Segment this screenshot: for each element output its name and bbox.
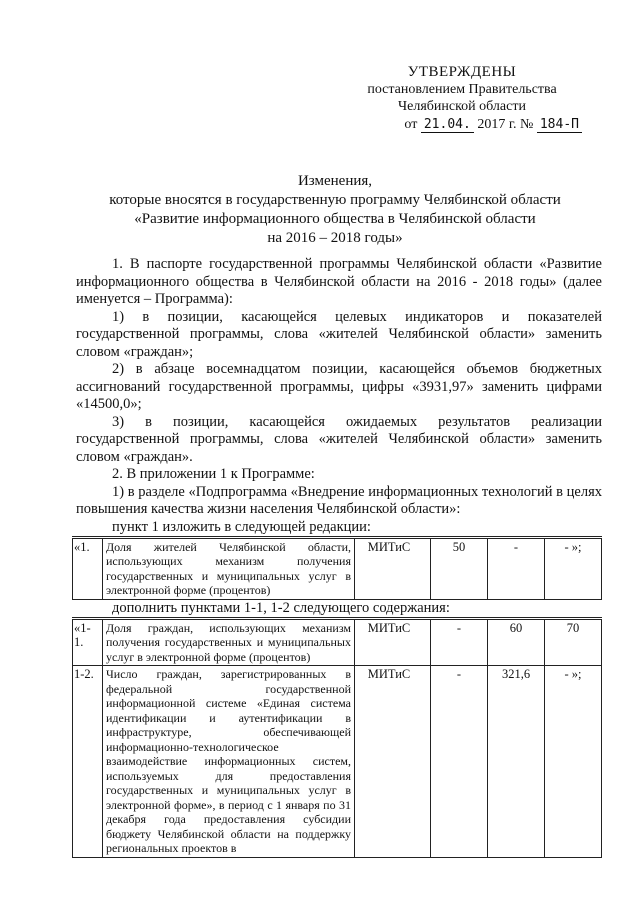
- row-value-1: -: [431, 618, 488, 666]
- document-body: [76, 256, 602, 858]
- approval-year: 2017 г. №: [477, 117, 534, 132]
- row-organization: МИТиС: [355, 618, 431, 666]
- row-value-2: -: [488, 537, 545, 599]
- approval-date-line: [342, 116, 582, 133]
- row-organization: МИТиС: [355, 666, 431, 858]
- row-value-1: 50: [431, 537, 488, 599]
- approval-line-1: постановлением Правительства: [367, 82, 557, 97]
- paragraph-1: 1. В паспорте государственной программы Челябинской области «Развитие информационного общества в Челябинской области на 2016 - 2018 годы» (далее именуется – Программа):: [76, 256, 602, 307]
- row-value-3: - »;: [545, 537, 602, 599]
- row-description: Доля граждан, использующих механизм получения государственных и муниципальных услуг в электронной форме (процентов): [103, 618, 355, 666]
- row-description: Доля жителей Челябинской области, использующих механизм получения государственных и муниципальных услуг в электронной форме (процентов): [103, 537, 355, 599]
- row-number: «1.: [73, 537, 103, 599]
- row-value-2: 321,6: [488, 666, 545, 858]
- paragraph-5: 2. В приложении 1 к Программе:: [112, 466, 315, 482]
- paragraph-6: 1) в разделе «Подпрограмма «Внедрение информационных технологий в целях повышения качества жизни населения Челябинской области»:: [76, 483, 602, 517]
- heading-line-2: которые вносятся в государственную программу Челябинской области: [109, 192, 561, 208]
- approval-number: 184-П: [537, 117, 582, 133]
- paragraph-8: дополнить пунктами 1-1, 1-2 следующего содержания:: [112, 599, 450, 616]
- row-number: 1-2.: [73, 666, 103, 858]
- approval-date-prefix: от: [404, 117, 418, 132]
- row-value-3: 70: [545, 618, 602, 666]
- row-number: «1-1.: [73, 618, 103, 666]
- paragraph-3: 2) в абзаце восемнадцатом позиции, касающейся объемов бюджетных ассигнований государственной программы, цифры «3931,97» заменить цифрами «14500,0»;: [76, 361, 602, 412]
- table-row: [73, 666, 602, 858]
- row-organization: МИТиС: [355, 537, 431, 599]
- row-value-2: 60: [488, 618, 545, 666]
- indicator-table-1: [72, 536, 602, 600]
- paragraph-7: пункт 1 изложить в следующей редакции:: [112, 518, 371, 535]
- indicator-table-2: [72, 617, 602, 858]
- heading-line-1: Изменения,: [297, 173, 373, 189]
- row-description: Число граждан, зарегистрированных в федеральной государственной информационной системе «Единая система идентификации и аутентификации в инфраструктуре, обеспечивающей информационно-технологическое взаимодействие информационных систем, используемых для предоставления государственных и муниципальных услуг в электронной форме», в период с 1 января по 31 декабря года предоставления субсидии бюджету Челябинской области на поддержку региональных проектов в: [103, 666, 355, 858]
- approval-date: 21.04.: [421, 117, 474, 133]
- table-row: [73, 618, 602, 666]
- table-row: [73, 537, 602, 599]
- paragraph-4: 3) в позиции, касающейся ожидаемых результатов реализации государственной программы, слова «жителей Челябинской области» заменить словом «граждан».: [76, 413, 602, 465]
- document-heading: [70, 172, 600, 248]
- heading-line-3: «Развитие информационного общества в Челябинской области: [134, 211, 536, 227]
- approval-line-2: Челябинской области: [398, 99, 526, 114]
- row-value-1: -: [431, 666, 488, 858]
- row-value-3: - »;: [545, 666, 602, 858]
- paragraph-2: 1) в позиции, касающейся целевых индикаторов и показателей государственной программы, слова «жителей Челябинской области» заменить словом «граждан»;: [76, 308, 602, 360]
- heading-line-4: на 2016 – 2018 годы»: [267, 230, 403, 246]
- approval-title: УТВЕРЖДЕНЫ: [407, 64, 517, 80]
- approval-block: [342, 64, 582, 133]
